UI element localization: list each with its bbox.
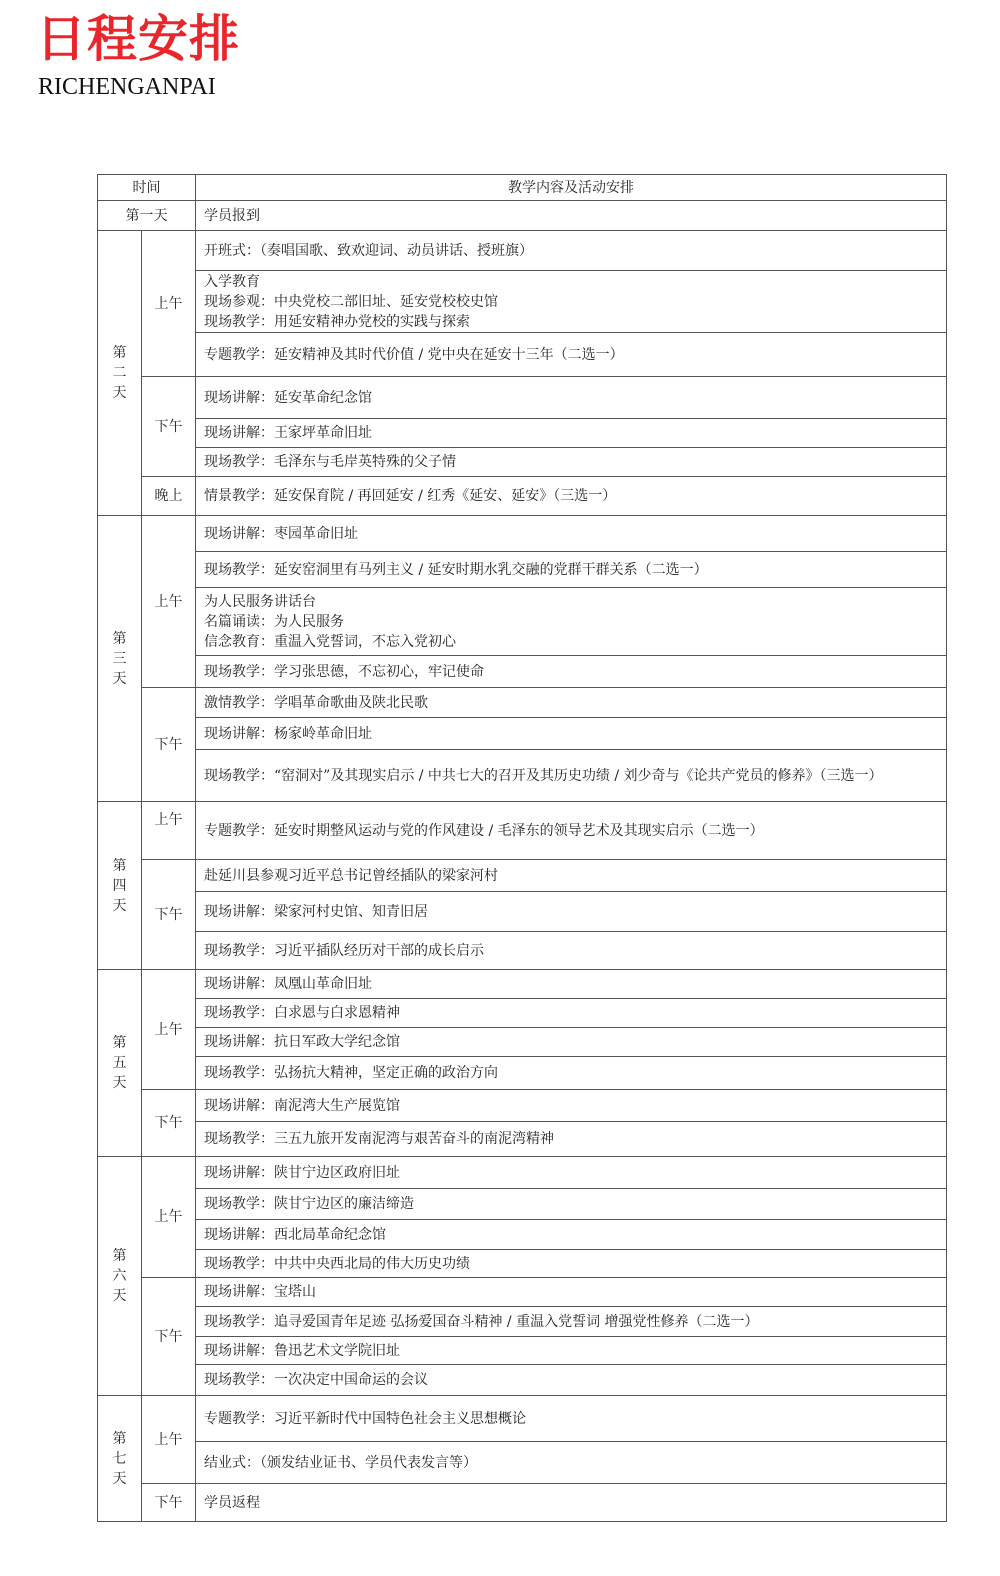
session-label: 晚上 [142,477,196,516]
schedule-item: 现场讲解：西北局革命纪念馆 [196,1220,947,1250]
schedule-table [97,174,947,1522]
session-label: 下午 [142,1090,196,1157]
schedule-item: 学员报到 [196,201,947,231]
day-label [98,1157,142,1396]
table-row [98,1157,947,1189]
session-label: 上午 [142,802,196,860]
day-label-char: 天 [112,1075,127,1091]
schedule-item: 现场教学：毛泽东与毛岸英特殊的父子情 [196,448,947,477]
table-row [98,860,947,892]
schedule-item: 现场讲解：凤凰山革命旧址 [196,970,947,999]
table-row [98,970,947,999]
day-label-char: 第 [112,630,127,647]
day-label-char: 天 [112,1470,127,1487]
table-row [98,1484,947,1522]
session-label: 上午 [142,231,196,377]
schedule-item: 现场教学：弘扬抗大精神，坚定正确的政治方向 [196,1057,947,1090]
schedule-item: 现场讲解：抗日军政大学纪念馆 [196,1028,947,1057]
session-label: 上午 [142,1157,196,1278]
table-row [98,271,947,333]
schedule-item: 现场讲解：宝塔山 [196,1278,947,1307]
table-row [98,448,947,477]
table-row [98,1057,947,1090]
schedule-item: 现场教学：一次决定中国命运的会议 [196,1365,947,1396]
day-label-char: 天 [112,897,127,914]
table-row [98,802,947,860]
table-row [98,231,947,271]
table-header-row [98,175,947,201]
session-label: 上午 [142,970,196,1090]
table-row [98,1250,947,1278]
schedule-item: 学员返程 [196,1484,947,1522]
schedule-item: 赴延川县参观习近平总书记曾经插队的梁家河村 [196,860,947,892]
table-row [98,333,947,377]
day-label-char: 二 [112,365,127,381]
schedule-item: 现场教学：三五九旅开发南泥湾与艰苦奋斗的南泥湾精神 [196,1122,947,1157]
table-row [98,750,947,802]
day-label-char: 第 [112,1430,127,1447]
day-label-char: 五 [112,1055,127,1071]
table-row [98,932,947,970]
table-row [98,1442,947,1484]
schedule-item: 为人民服务讲话台 名篇诵读：为人民服务 信念教育：重温入党誓词，不忘入党初心 [196,588,947,656]
schedule-item: 专题教学：延安时期整风运动与党的作风建设 / 毛泽东的领导艺术及其现实启示（二选一） [196,802,947,860]
table-row [98,1278,947,1307]
schedule-item: 专题教学：延安精神及其时代价值 / 党中央在延安十三年（二选一） [196,333,947,377]
table-row [98,477,947,516]
session-label: 下午 [142,1278,196,1396]
day-label: 第一天 [98,201,196,231]
schedule-item: 现场讲解：南泥湾大生产展览馆 [196,1090,947,1122]
session-label: 上午 [142,1396,196,1484]
table-row [98,1337,947,1365]
schedule-item: 情景教学：延安保育院 / 再回延安 / 红秀《延安、延安》（三选一） [196,477,947,516]
day-label [98,802,142,970]
day-label-char: 天 [112,1288,127,1304]
table-row [98,419,947,448]
day-label-char: 第 [112,857,127,874]
schedule-item: 现场教学：中共中央西北局的伟大历史功绩 [196,1250,947,1278]
day-label-char: 第 [112,1248,127,1264]
schedule-item: 现场教学：白求恩与白求恩精神 [196,999,947,1028]
day-label-char: 第 [112,345,127,361]
table-row [98,718,947,750]
session-label: 下午 [142,860,196,970]
table-row [98,999,947,1028]
table-row [98,1220,947,1250]
day-label-char: 四 [112,877,127,894]
table-row [98,1365,947,1396]
schedule-item: 现场教学：学习张思德，不忘初心，牢记使命 [196,656,947,688]
schedule-item: 现场讲解：鲁迅艺术文学院旧址 [196,1337,947,1365]
day-label-char: 天 [112,670,127,687]
table-row [98,516,947,552]
table-row [98,688,947,718]
schedule-item: 专题教学：习近平新时代中国特色社会主义思想概论 [196,1396,947,1442]
day-label [98,970,142,1157]
header-time: 时间 [98,175,196,201]
schedule-item: 现场教学：习近平插队经历对干部的成长启示 [196,932,947,970]
table-row [98,1028,947,1057]
session-label: 上午 [142,516,196,688]
schedule-item: 现场讲解：梁家河村史馆、知青旧居 [196,892,947,932]
day-label [98,1396,142,1522]
session-label: 下午 [142,1484,196,1522]
table-row [98,588,947,656]
schedule-item: 现场讲解：杨家岭革命旧址 [196,718,947,750]
schedule-item: 现场教学：追寻爱国青年足迹 弘扬爱国奋斗精神 / 重温入党誓词 增强党性修养（二选一） [196,1307,947,1337]
table-row [98,1396,947,1442]
table-row [98,1090,947,1122]
schedule-item: 现场讲解：王家坪革命旧址 [196,419,947,448]
header-content: 教学内容及活动安排 [196,175,947,201]
day-label-char: 天 [112,385,127,401]
schedule-item: 现场教学：陕甘宁边区的廉洁缔造 [196,1189,947,1220]
schedule-item: 现场讲解：陕甘宁边区政府旧址 [196,1157,947,1189]
schedule-item: 现场讲解：枣园革命旧址 [196,516,947,552]
day-label [98,231,142,516]
table-row [98,201,947,231]
schedule-item: 开班式：（奏唱国歌、致欢迎词、动员讲话、授班旗） [196,231,947,271]
schedule-item: 现场教学：延安窑洞里有马列主义 / 延安时期水乳交融的党群干群关系（二选一） [196,552,947,588]
table-row [98,1189,947,1220]
schedule-item: 现场讲解：延安革命纪念馆 [196,377,947,419]
page-subtitle: RICHENGANPAI [38,74,216,100]
table-row [98,1307,947,1337]
day-label-char: 七 [112,1450,127,1467]
table-row [98,377,947,419]
day-label-char: 三 [112,650,127,667]
day-label-char: 第 [112,1035,127,1051]
schedule-item: 激情教学：学唱革命歌曲及陕北民歌 [196,688,947,718]
schedule-item: 结业式：（颁发结业证书、学员代表发言等） [196,1442,947,1484]
day-label [98,516,142,802]
schedule-item: 入学教育 现场参观：中央党校二部旧址、延安党校校史馆 现场教学：用延安精神办党校的实践与探索 [196,271,947,333]
schedule-item: 现场教学：“窑洞对”及其现实启示 / 中共七大的召开及其历史功绩 / 刘少奇与《论共产党员的修养》（三选一） [196,750,947,802]
session-label: 下午 [142,688,196,802]
page-title: 日程安排 [36,10,240,68]
day-label-char: 六 [112,1268,127,1284]
table-row [98,892,947,932]
session-label: 下午 [142,377,196,477]
table-row [98,1122,947,1157]
table-row [98,656,947,688]
table-row [98,552,947,588]
